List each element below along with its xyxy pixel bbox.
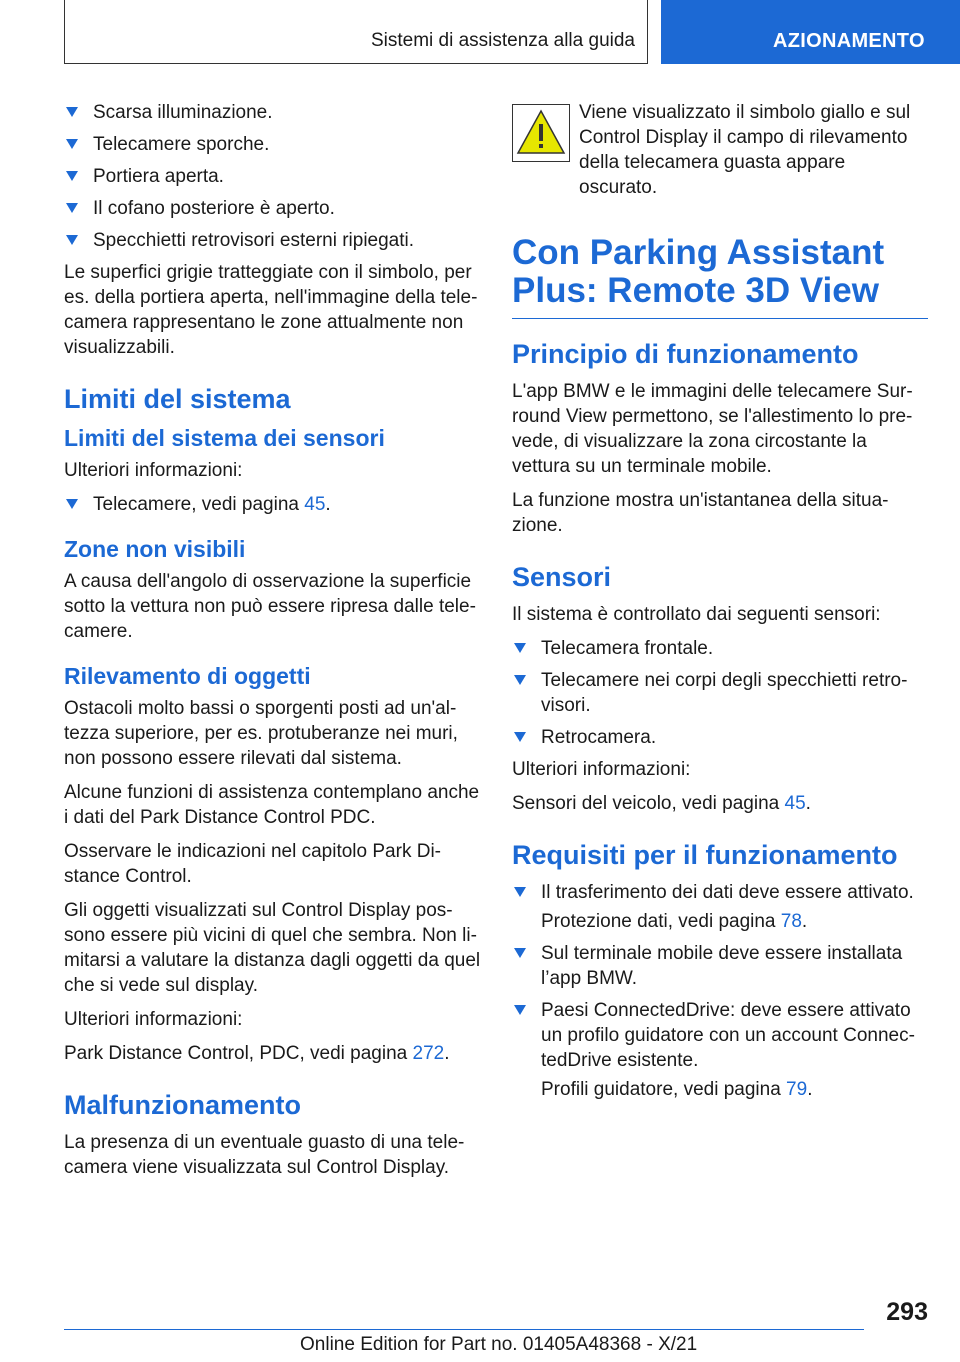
condition-list xyxy=(64,100,482,253)
section-tab[interactable] xyxy=(661,0,960,64)
right-column xyxy=(512,100,928,1109)
bullet-triangle-icon xyxy=(514,675,526,685)
paragraph-detection-3: Osservare le indicazioni nel capitolo Park Distance Control. xyxy=(64,841,441,887)
list-item: Il cofano posteriore è aperto. xyxy=(64,196,482,221)
heading-principle: Principio di funzionamento xyxy=(512,339,859,369)
warning-text: Viene visualizzato il simbolo giallo e sul Control Display il campo di rilevamento della telecamera guasta appare oscurato. xyxy=(579,102,911,198)
heading-sensor-limits: Limiti del sistema dei sensori xyxy=(64,425,385,451)
bullet-triangle-icon xyxy=(514,1005,526,1015)
requirements-list xyxy=(512,880,928,1102)
heading-sensors: Sensori xyxy=(512,562,612,592)
page-link-45[interactable]: 45 xyxy=(304,494,326,515)
bullet-triangle-icon xyxy=(66,171,78,181)
list-item: Portiera aperta. xyxy=(64,164,482,189)
list-item: Telecamera frontale. xyxy=(512,636,928,661)
paragraph-detection-1: Ostacoli molto bassi o sporgenti posti ad un'altezza superiore, per es. protuberanze nei muri, non possono essere rilevati dal sistema. xyxy=(64,698,458,769)
bullet-triangle-icon xyxy=(514,732,526,742)
list-item: Retrocamera. xyxy=(512,725,928,750)
list-item: Il trasferimento dei dati deve essere attivato. Protezione dati, vedi pagina 78. xyxy=(512,880,928,934)
cameras-ref-list xyxy=(64,492,482,517)
bullet-triangle-icon xyxy=(514,643,526,653)
bullet-triangle-icon xyxy=(66,107,78,117)
footer-edition: Online Edition for Part no. 01405A48368 - X/21 xyxy=(300,1334,698,1355)
heading-requirements: Requisiti per il funzionamento xyxy=(512,840,898,870)
more-info-label: Ulteriori informazioni: xyxy=(64,1009,243,1030)
more-info-label: Ulteriori informazioni: xyxy=(64,460,243,481)
page-link-79[interactable]: 79 xyxy=(786,1079,808,1100)
warning-note xyxy=(512,100,928,200)
page-link-45[interactable]: 45 xyxy=(784,793,806,814)
sensor-list xyxy=(512,636,928,750)
paragraph-principle-2: La funzione mostra un'istantanea della situazione. xyxy=(512,490,889,536)
bullet-triangle-icon xyxy=(66,203,78,213)
list-item: Paesi ConnectedDrive: deve essere attivato un profilo guidatore con un account ConnectedDrive esistente. Profili guidatore, vedi pagina 79. xyxy=(512,998,928,1102)
page-link-272[interactable]: 272 xyxy=(412,1043,445,1064)
bullet-triangle-icon xyxy=(66,235,78,245)
paragraph-detection-2: Alcune funzioni di assistenza contemplano anche i dati del Park Distance Control PDC. xyxy=(64,782,480,828)
driver-profiles-reference: Profili guidatore, vedi pagina 79. xyxy=(541,1079,813,1100)
heading-object-detection: Rilevamento di oggetti xyxy=(64,663,311,689)
left-column xyxy=(64,100,482,1189)
list-item: Scarsa illuminazione. xyxy=(64,100,482,125)
sensors-reference: Sensori del veicolo, vedi pagina 45. xyxy=(512,793,811,814)
list-item: Sul terminale mobile deve essere installata l’app BMW. xyxy=(512,941,928,991)
header-chapter-box xyxy=(64,0,648,64)
heading-malfunction: Malfunzionamento xyxy=(64,1090,301,1120)
paragraph-zones: A causa dell'angolo di osservazione la superficie sotto la vettura non può essere ripresa dalle telecamere. xyxy=(64,571,476,642)
list-item: Telecamere sporche. xyxy=(64,132,482,157)
paragraph-malfunction: La presenza di un eventuale guasto di una telecamera viene visualizzata sul Control Display. xyxy=(64,1132,465,1178)
warning-triangle-icon xyxy=(512,104,570,162)
bullet-triangle-icon xyxy=(514,887,526,897)
paragraph-grey-areas: Le superfici grigie tratteggiate con il simbolo, per es. della portiera aperta, nell'immagine della telecamera rappresentano le zone attualmente non visualizzabili. xyxy=(64,262,478,358)
data-protection-reference: Protezione dati, vedi pagina 78. xyxy=(541,911,808,932)
footer-divider xyxy=(64,1329,864,1330)
bullet-triangle-icon xyxy=(66,139,78,149)
list-item: Telecamere nei corpi degli specchietti retrovisori. xyxy=(512,668,928,718)
bullet-triangle-icon xyxy=(514,948,526,958)
page-main-title: Con Parking Assistant Plus: Remote 3D View xyxy=(512,234,928,319)
list-item: Specchietti retrovisori esterni ripiegati. xyxy=(64,228,482,253)
list-item: Telecamere, vedi pagina 45. xyxy=(64,492,482,517)
paragraph-sensors: Il sistema è controllato dai seguenti sensori: xyxy=(512,604,881,625)
bullet-triangle-icon xyxy=(66,499,78,509)
paragraph-detection-4: Gli oggetti visualizzati sul Control Display possono essere più vicini di quel che sembra. Non limitarsi a valutare la distanza dagli oggetti da quel che si vede sul display. xyxy=(64,900,481,996)
more-info-label: Ulteriori informazioni: xyxy=(512,759,691,780)
page-link-78[interactable]: 78 xyxy=(780,911,802,932)
heading-system-limits: Limiti del sistema xyxy=(64,384,291,414)
page-number: 293 xyxy=(886,1298,928,1326)
heading-non-visible-zones: Zone non visibili xyxy=(64,536,246,562)
paragraph-principle-1: L'app BMW e le immagini delle telecamere Surround View permettono, se l'allestimento lo prevede, di visualizzare la zona circostante la vettura su un terminale mobile. xyxy=(512,381,913,477)
section-title: AZIONAMENTO xyxy=(773,30,925,52)
chapter-title: Sistemi di assistenza alla guida xyxy=(370,30,635,51)
pdc-reference: Park Distance Control, PDC, vedi pagina 272. xyxy=(64,1043,450,1064)
